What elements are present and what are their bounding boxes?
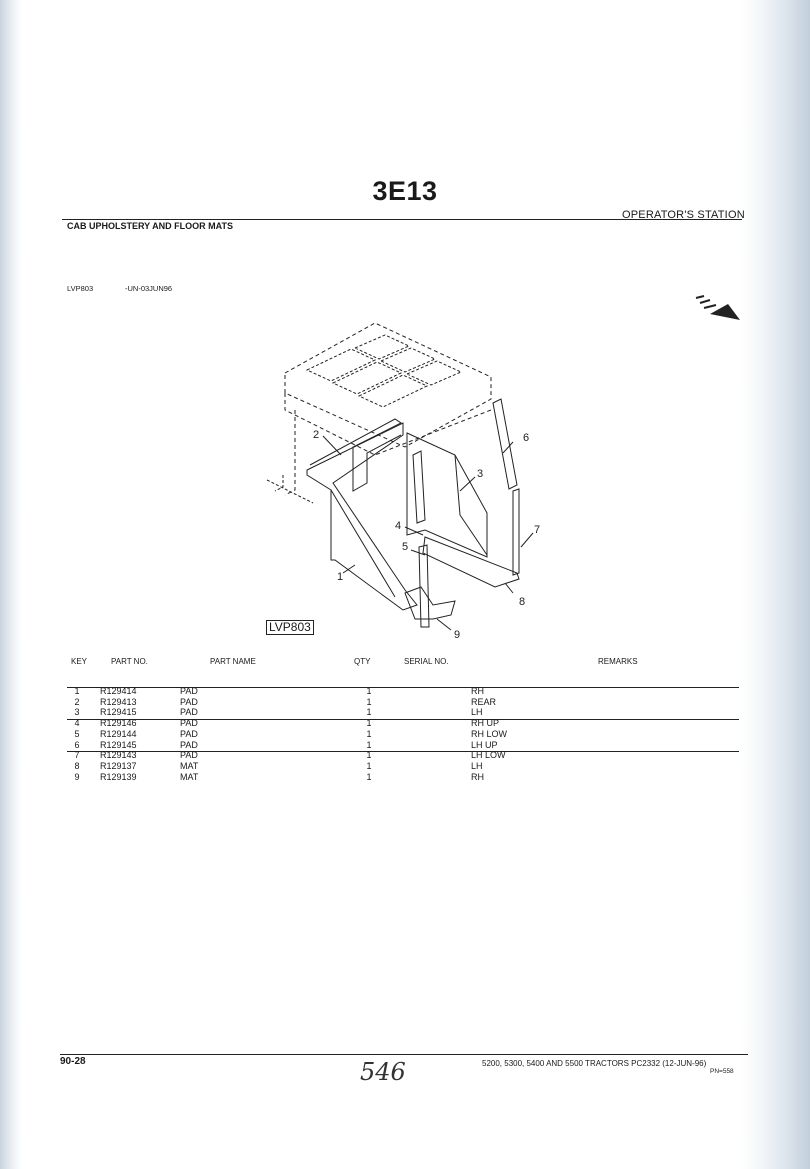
footer-pn: PN=558 bbox=[710, 1068, 734, 1075]
cell-remarks: RH bbox=[471, 686, 484, 696]
table-row bbox=[0, 729, 810, 740]
cell-key: 6 bbox=[74, 739, 80, 750]
col-header-serial-no: SERIAL NO. bbox=[404, 657, 449, 666]
footer-rule bbox=[60, 1054, 748, 1055]
figure-label: LVP803 bbox=[266, 620, 314, 635]
cell-key: 7 bbox=[74, 750, 80, 761]
callout-2: 2 bbox=[313, 429, 320, 441]
cell-qty: 1 bbox=[366, 686, 372, 696]
cell-part-no: R129413 bbox=[100, 696, 137, 707]
section-title: OPERATOR'S STATION bbox=[622, 209, 745, 221]
callout-9: 9 bbox=[454, 629, 461, 641]
cell-part-no: R129143 bbox=[100, 750, 137, 761]
cell-key: 5 bbox=[74, 728, 80, 739]
orientation-arrow-icon bbox=[692, 294, 744, 324]
cell-part-name: MAT bbox=[180, 760, 199, 771]
page-code-title: 3E13 bbox=[372, 176, 438, 206]
cell-key: 4 bbox=[74, 718, 80, 729]
cell-part-name: PAD bbox=[180, 718, 198, 729]
cell-part-no: R129137 bbox=[100, 760, 137, 771]
cell-part-no: R129146 bbox=[100, 718, 137, 729]
table-row bbox=[0, 707, 810, 718]
cell-part-name: PAD bbox=[180, 696, 198, 707]
cell-part-no: R129144 bbox=[100, 728, 137, 739]
cell-qty: 1 bbox=[366, 750, 372, 761]
cell-key: 9 bbox=[74, 771, 80, 782]
col-header-part-name: PART NAME bbox=[210, 657, 256, 666]
cell-key: 2 bbox=[74, 696, 80, 707]
cell-part-name: PAD bbox=[180, 686, 198, 696]
callout-6: 6 bbox=[523, 432, 530, 444]
cell-part-no: R129415 bbox=[100, 707, 137, 718]
cell-qty: 1 bbox=[366, 707, 372, 718]
cell-part-name: PAD bbox=[180, 739, 198, 750]
cell-part-no: R129139 bbox=[100, 771, 137, 782]
cell-key: 1 bbox=[74, 686, 80, 696]
cell-part-no: R129145 bbox=[100, 739, 137, 750]
footer-page-number: 90-28 bbox=[60, 1056, 86, 1067]
cell-qty: 1 bbox=[366, 739, 372, 750]
callout-8: 8 bbox=[519, 596, 526, 608]
cell-remarks: REAR bbox=[471, 696, 497, 707]
table-row bbox=[0, 686, 810, 697]
cell-part-name: PAD bbox=[180, 750, 198, 761]
callout-3: 3 bbox=[477, 468, 484, 480]
table-row bbox=[0, 772, 810, 783]
callout-1: 1 bbox=[337, 571, 344, 583]
callout-5: 5 bbox=[402, 541, 409, 553]
cell-key: 8 bbox=[74, 760, 80, 771]
callout-4: 4 bbox=[395, 520, 402, 532]
col-header-remarks: REMARKS bbox=[598, 657, 638, 666]
handwritten-number: 546 bbox=[360, 1058, 406, 1086]
cell-remarks: RH bbox=[471, 771, 484, 782]
table-row bbox=[0, 740, 810, 751]
callout-7: 7 bbox=[534, 524, 541, 536]
cell-remarks: RH LOW bbox=[471, 728, 507, 739]
cell-qty: 1 bbox=[366, 718, 372, 729]
illustration-ref: -UN-03JUN96 bbox=[125, 284, 173, 293]
footer-models: 5200, 5300, 5400 AND 5500 TRACTORS PC2332 (12-JUN-96) bbox=[482, 1059, 707, 1068]
cell-remarks: LH bbox=[471, 760, 483, 771]
cell-key: 3 bbox=[74, 707, 80, 718]
col-header-part-no: PART NO. bbox=[111, 657, 148, 666]
table-row bbox=[0, 718, 810, 729]
cell-part-no: R129414 bbox=[100, 686, 137, 696]
illustration-id: LVP803 bbox=[67, 284, 94, 293]
table-row bbox=[0, 750, 810, 761]
col-header-qty: QTY bbox=[354, 657, 371, 666]
cell-remarks: LH LOW bbox=[471, 750, 506, 761]
col-header-key: KEY bbox=[71, 657, 88, 666]
table-row bbox=[0, 761, 810, 772]
cell-remarks: LH bbox=[471, 707, 483, 718]
cell-qty: 1 bbox=[366, 771, 372, 782]
cell-remarks: LH UP bbox=[471, 739, 498, 750]
cell-part-name: PAD bbox=[180, 707, 198, 718]
cell-qty: 1 bbox=[366, 696, 372, 707]
cab-diagram bbox=[255, 315, 545, 645]
cell-remarks: RH UP bbox=[471, 718, 500, 729]
cell-qty: 1 bbox=[366, 728, 372, 739]
cell-qty: 1 bbox=[366, 760, 372, 771]
table-row bbox=[0, 697, 810, 708]
cell-part-name: MAT bbox=[180, 771, 199, 782]
cell-part-name: PAD bbox=[180, 728, 198, 739]
page-subtitle: CAB UPHOLSTERY AND FLOOR MATS bbox=[67, 221, 233, 231]
